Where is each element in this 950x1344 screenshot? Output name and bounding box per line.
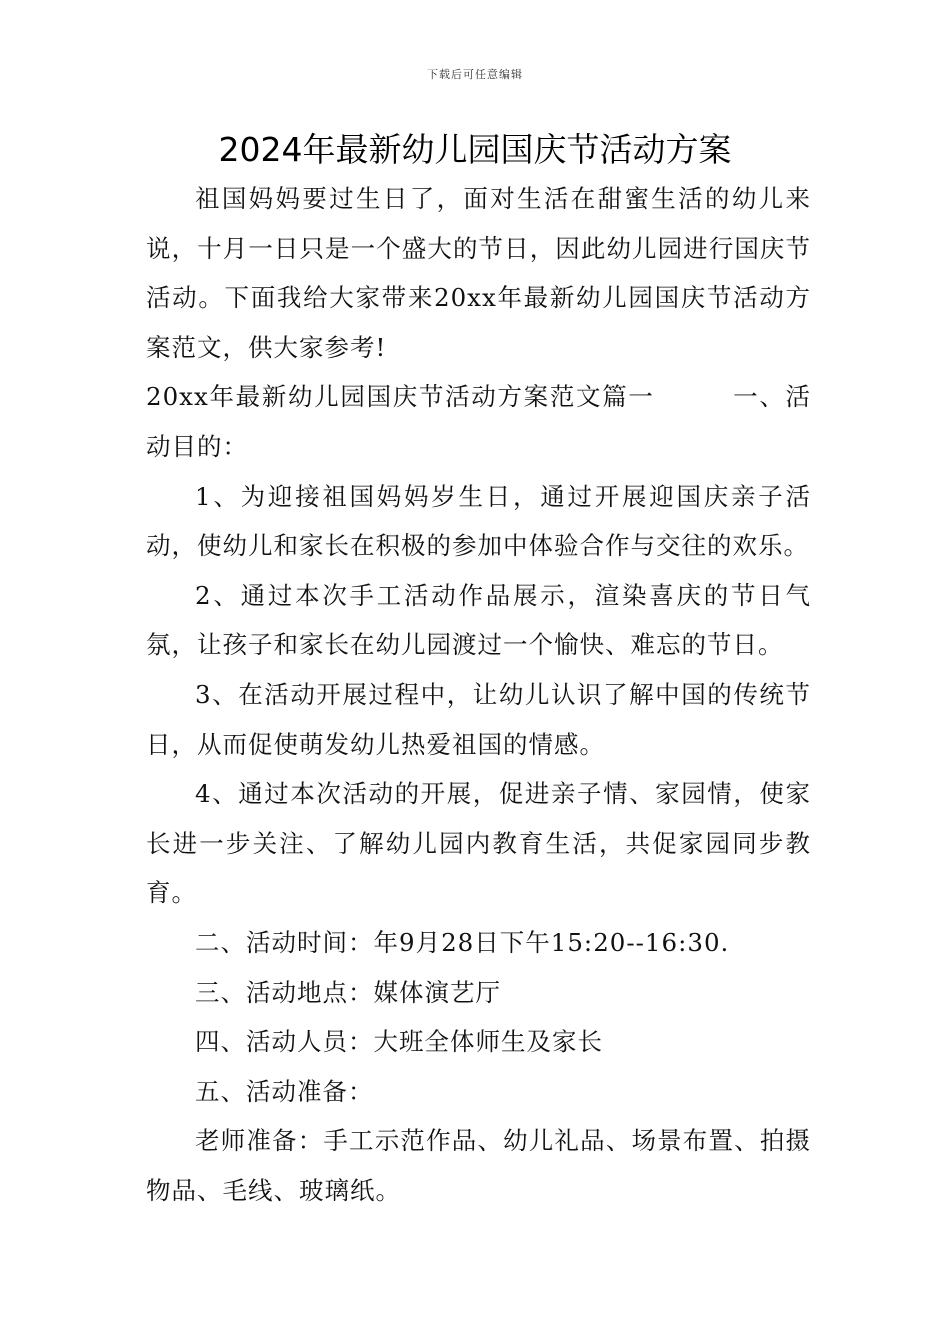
- activity-location: 三、活动地点：媒体演艺厅: [195, 977, 501, 1007]
- activity-preparation-heading: 五、活动准备：: [195, 1076, 374, 1106]
- intro-paragraph: 祖国妈妈要过生日了，面对生活在甜蜜生活的幼儿来说，十月一日只是一个盛大的节日，因此幼儿园进行国庆节活动。下面我给大家带来20xx年最新幼儿园国庆节活动方案范文，供大家参考!: [146, 184, 811, 362]
- teacher-preparation: 老师准备：手工示范作品、幼儿礼品、场景布置、拍摄物品、毛线、玻璃纸。: [146, 1126, 811, 1205]
- section-heading-paragraph: 20xx年最新幼儿园国庆节活动方案范文篇一 一、活动目的：: [146, 382, 811, 461]
- goal-item-1: 1、为迎接祖国妈妈岁生日，通过开展迎国庆亲子活动，使幼儿和家长在积极的参加中体验合作与交往的欢乐。: [146, 481, 811, 561]
- goal-item-2: 2、通过本次手工活动作品展示，渲染喜庆的节日气氛，让孩子和家长在幼儿园渡过一个愉快、难忘的节日。: [146, 580, 811, 660]
- activity-participants: 四、活动人员：大班全体师生及家长: [195, 1027, 603, 1057]
- header-note: 下载后可任意编辑: [427, 68, 523, 81]
- activity-time: 二、活动时间：年9月28日下午15:20--16:30.: [195, 927, 730, 957]
- goal-item-4: 4、通过本次活动的开展，促进亲子情、家园情，使家长进一步关注、了解幼儿园内教育生活，共促家园同步教育。: [146, 779, 811, 908]
- document-title: 2024年最新幼儿园国庆节活动方案: [218, 130, 732, 169]
- document-body: [146, 174, 811, 1215]
- goal-item-3: 3、在活动开展过程中，让幼儿认识了解中国的传统节日，从而促使萌发幼儿热爱祖国的情感。: [146, 679, 811, 759]
